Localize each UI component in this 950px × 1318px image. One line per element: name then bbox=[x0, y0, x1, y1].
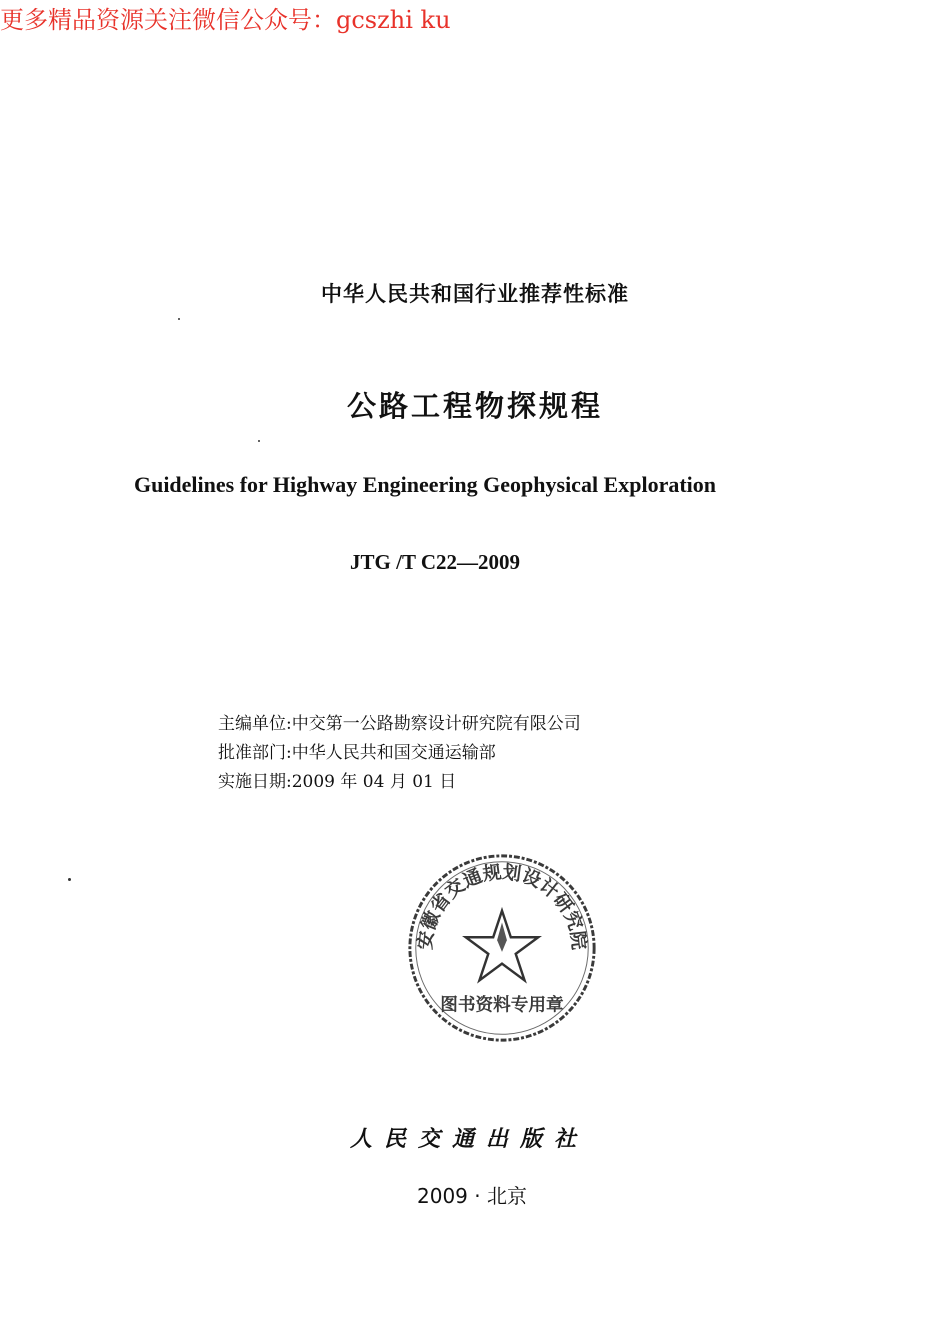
scan-speck bbox=[68, 878, 71, 881]
publication-year-city: 2009 · 北京 bbox=[417, 1184, 527, 1208]
stamp-outer-text: 安徽省交通规划设计研究院 bbox=[414, 862, 590, 951]
scan-speck bbox=[178, 318, 180, 320]
publisher-name: 人民交通出版社 bbox=[349, 1126, 588, 1152]
industry-standard-label: 中华人民共和国行业推荐性标准 bbox=[321, 282, 629, 306]
title-chinese: 公路工程物探规程 bbox=[346, 389, 603, 423]
library-stamp bbox=[404, 850, 600, 1046]
meta-editor: 主编单位:中交第一公路勘察设计研究院有限公司 bbox=[218, 714, 581, 734]
title-english: Guidelines for Highway Engineering Geophysical Exploration bbox=[133, 472, 717, 497]
standard-code: JTG /T C22—2009 bbox=[350, 550, 520, 574]
meta-approver: 批准部门:中华人民共和国交通运输部 bbox=[218, 743, 496, 763]
scan-speck bbox=[258, 440, 260, 442]
stamp-inner-text: 图书资料专用章 bbox=[440, 994, 564, 1016]
promo-text: 更多精品资源关注微信公众号：gcszhi ku bbox=[0, 6, 451, 34]
star-icon bbox=[466, 911, 539, 981]
meta-effective-date: 实施日期:2009 年 04 月 01 日 bbox=[218, 772, 457, 792]
